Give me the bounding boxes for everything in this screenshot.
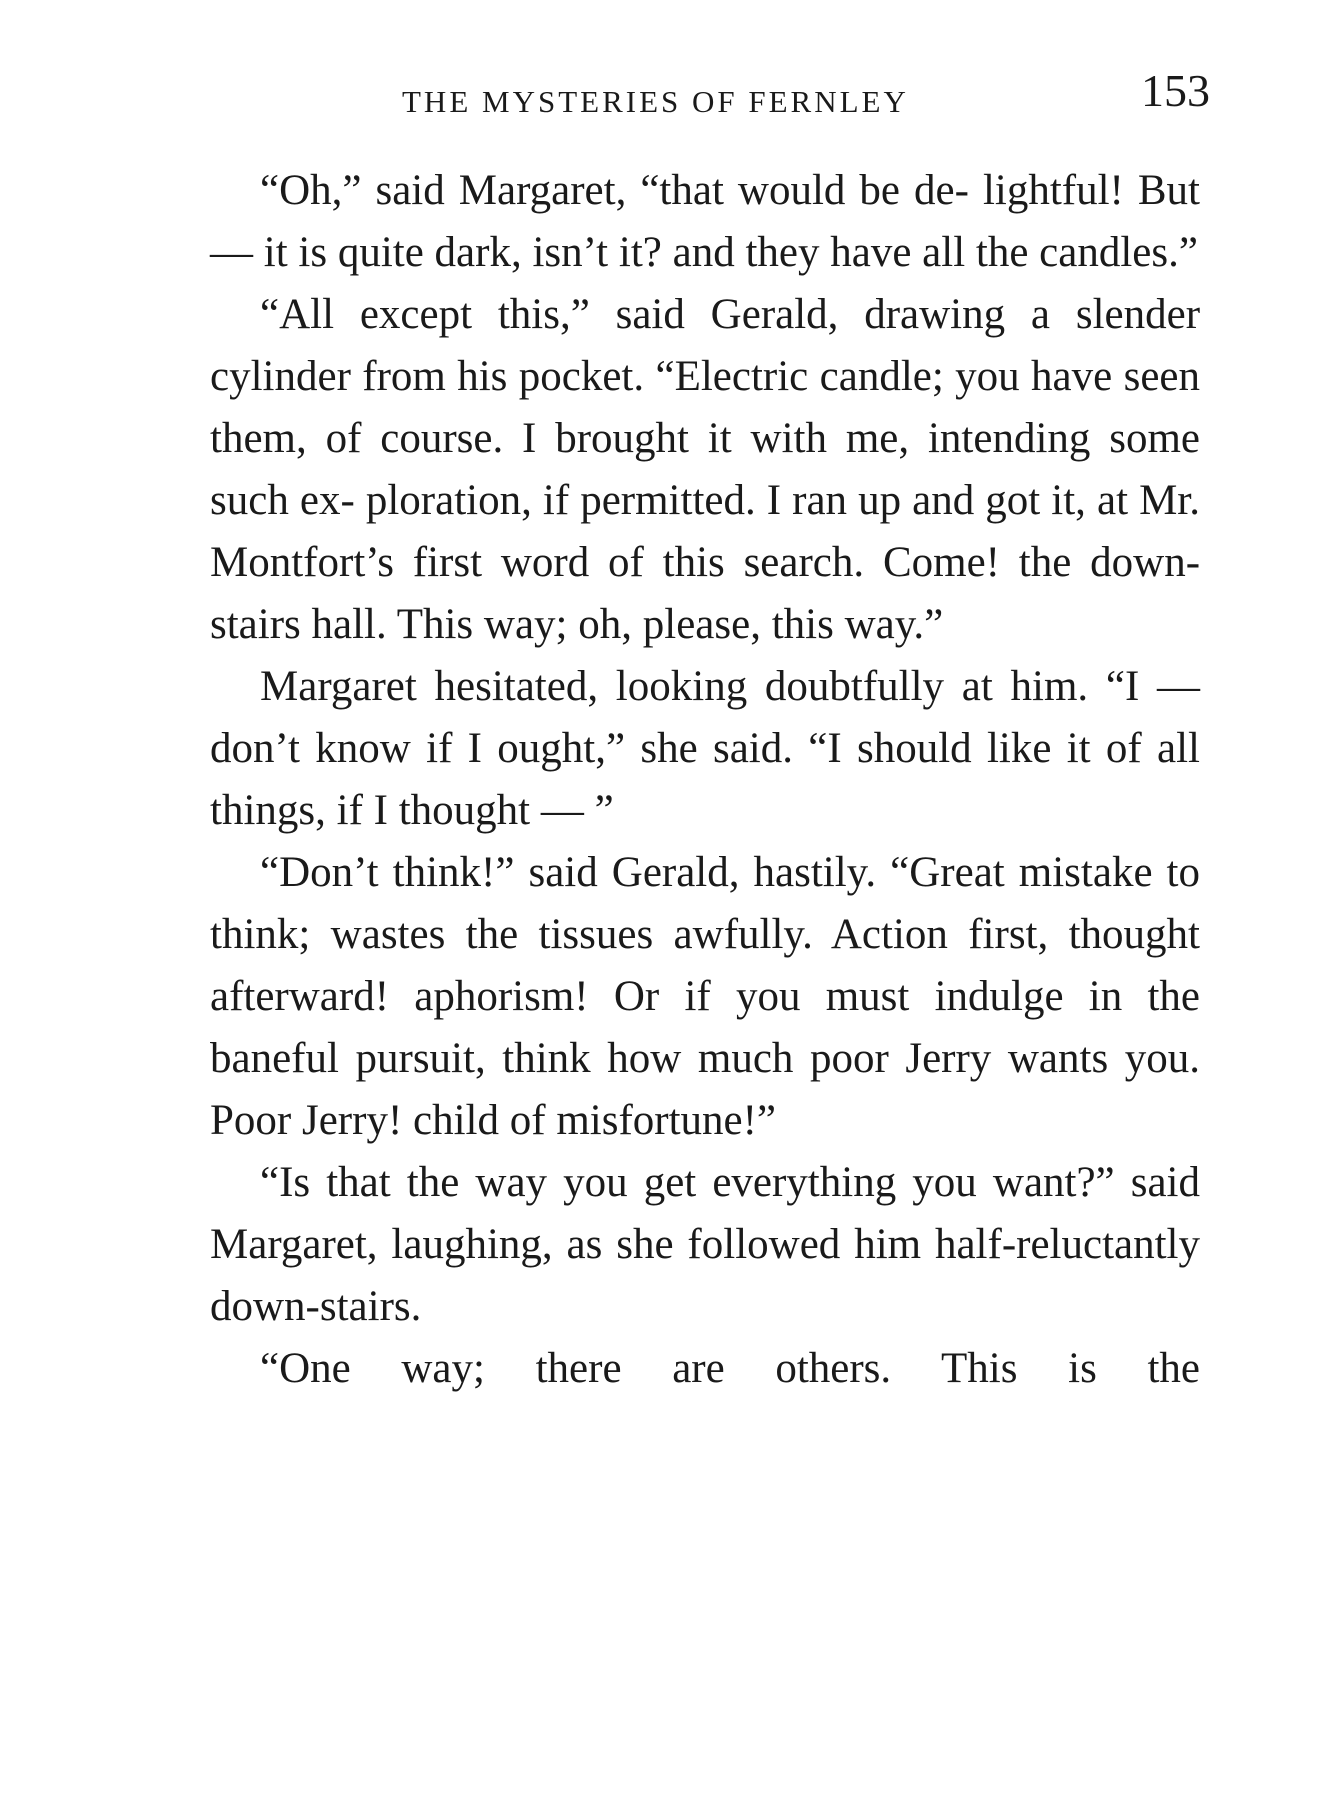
- text-line: “All except this,” said Gerald, drawing a: [260, 291, 1051, 338]
- text-line: ploration, if permitted. I ran up and got it, at: [365, 477, 1129, 524]
- text-line: slender cylinder from his pocket. “Electric: [210, 291, 1201, 400]
- text-line: how much poor Jerry wants you. Poor Jerry!: [210, 1035, 1201, 1144]
- running-head: [210, 64, 1210, 124]
- paragraph: [210, 284, 1200, 656]
- text-line: brought it with me, intending some such ex-: [210, 415, 1201, 524]
- paragraph: [210, 160, 1200, 284]
- text-line: “Is that the way you get everything you: [260, 1159, 977, 1206]
- text-line: “Don’t think!” said Gerald, hastily. “Great: [260, 849, 1005, 896]
- text-line: thought — ”: [398, 787, 614, 834]
- paragraph: [210, 656, 1200, 842]
- text-line: Margaret hesitated, looking doubtfully at: [260, 663, 993, 710]
- text-line: Action first, thought afterward! aphorism! Or: [210, 911, 1200, 1020]
- text-line: “One way; there are others. This is the: [260, 1345, 1200, 1392]
- text-line: child of misfortune!”: [413, 1097, 777, 1144]
- paragraph: [210, 1152, 1200, 1338]
- text-line: said. “I should like it of all things, if I: [210, 725, 1200, 834]
- text-line: mistake to think; wastes the tissues awfully.: [210, 849, 1200, 958]
- text-line: want?” said Margaret, laughing, as she followed: [210, 1159, 1200, 1268]
- text-line: candle; you have seen them, of course. I: [210, 353, 1200, 462]
- paragraph: [210, 842, 1200, 1152]
- text-line: him. “I — don’t know if I ought,” she: [210, 663, 1200, 772]
- text-line: if you must indulge in the baneful pursuit, think: [210, 973, 1200, 1082]
- running-title: THE MYSTERIES OF FERNLEY: [402, 84, 909, 119]
- text-line: Mr. Montfort’s first word of this search. Come!: [210, 477, 1201, 586]
- text-line: him half-reluctantly down-stairs.: [210, 1221, 1200, 1330]
- text-line: they have all the candles.”: [745, 229, 1198, 276]
- body-text: [210, 160, 1200, 1400]
- text-line: this way.”: [771, 601, 944, 648]
- text-line: lightful! But — it is quite dark, isn’t it? and: [210, 167, 1201, 276]
- text-line: the down-stairs hall. This way; oh, please,: [210, 539, 1201, 648]
- page-number: 153: [1141, 65, 1210, 116]
- paragraph: [210, 1338, 1200, 1400]
- text-line: “Oh,” said Margaret, “that would be de-: [260, 167, 969, 214]
